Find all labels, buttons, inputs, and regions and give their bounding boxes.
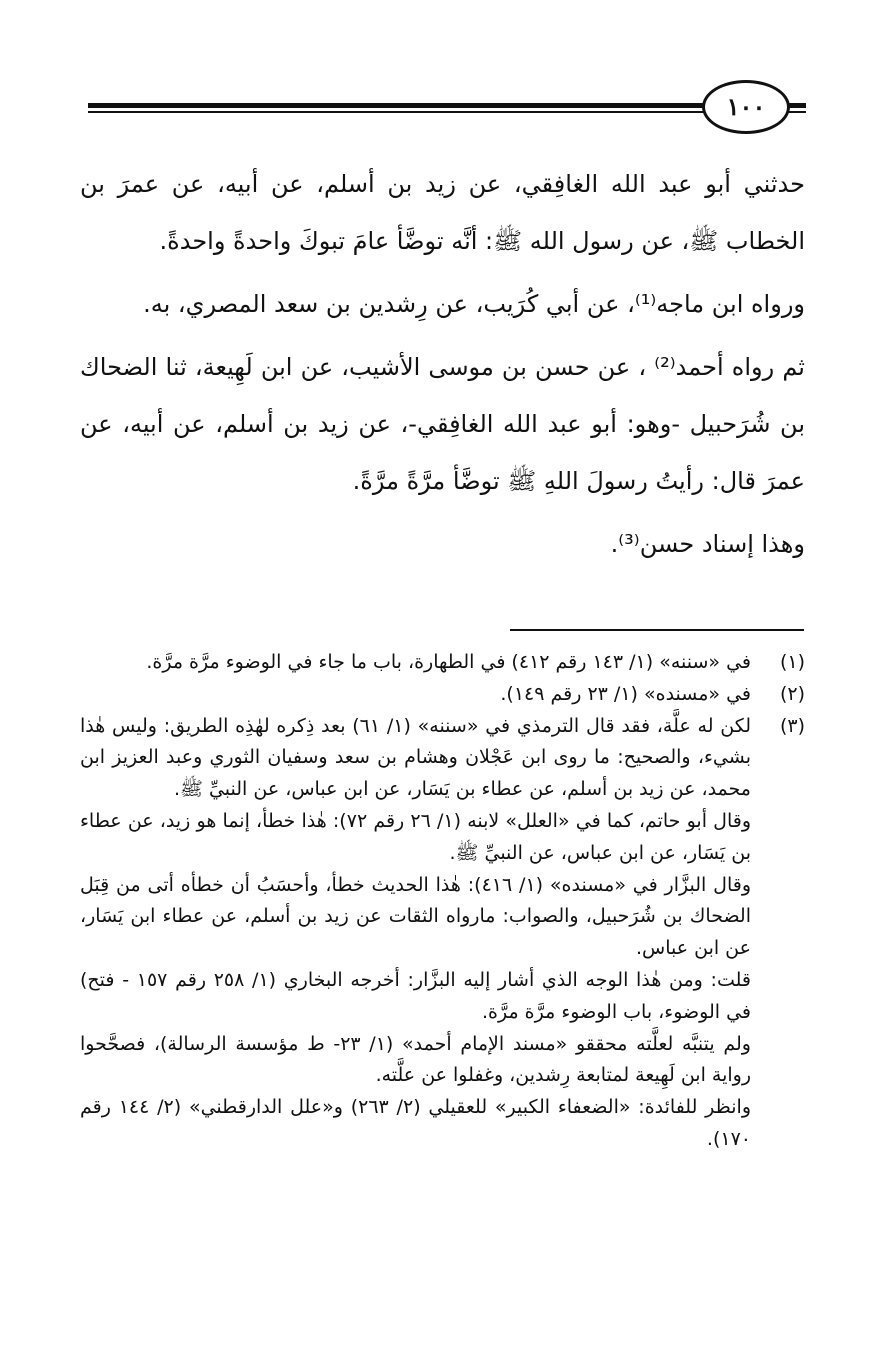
header-rule	[88, 103, 806, 108]
footnote-text: وانظر للفائدة: «الضعفاء الكبير» للعقيلي (٢/ ٢٦٣) و«علل الدارقطني» (٢/ ١٤٤ رقم ١٧٠).	[80, 1096, 751, 1150]
footnote-divider	[510, 629, 804, 631]
footnote-text: في «مسنده» (١/ ٢٣ رقم ١٤٩).	[500, 682, 751, 705]
footnote-number: (١)	[779, 651, 805, 673]
footnote-text: ولم يتنبَّه لعلَّته محققو «مسند الإمام أحمد» (١/ ٢٣- ط مؤسسة الرسالة)، فصحَّحوا رواية ابن لَهِيعة لمتابعة رِشدين، وغفلوا عن علَّته.	[80, 1032, 751, 1087]
page-number-frame	[702, 80, 790, 134]
footnote-body	[80, 679, 751, 711]
main-text	[80, 156, 805, 579]
footnote-body	[80, 647, 751, 679]
footnote-text: قلت: ومن هٰذا الوجه الذي أشار إليه البزَّار: أخرجه البخاري (١/ ٢٥٨ رقم ١٥٧ - فتح) في الوضوء، باب الوضوء مرَّة مرَّة.	[80, 968, 751, 1023]
footnote-text: وقال البزَّار في «مسنده» (١/ ٤١٦): هٰذا الحديث خطأ، وأحسَبُ أن خطأه أتى من قِبَل الضحاك بن شُرَحبيل، والصواب: مارواه الثقات عن زيد بن أسلم، عن عطاء ابن يَسَار، عن ابن عباس.	[80, 873, 751, 960]
main-paragraph: وهذا إسناد حسن⁽³⁾.	[610, 530, 805, 558]
footnote-number: (٣)	[779, 714, 805, 737]
page-number: ١٠٠	[726, 92, 766, 121]
footnotes	[80, 647, 805, 1156]
footnote-body	[80, 711, 751, 1156]
footnote-number: (٢)	[779, 682, 805, 705]
footnote-text: لكن له علَّة، فقد قال الترمذي في «سننه» (١/ ٦١) بعد ذِكره لهٰذِه الطريق: وليس هٰذا بشيء، والصحيح: ما روى ابن عَجْلان وهشام بن سعد وسفيان الثوري وعبد العزيز ابن محمد، عن زيد بن أسلم، عن عطاء بن يَسَار، عن ابن عباس، عن النبيِّ ﷺ.	[80, 714, 751, 801]
header-rule-thin	[88, 111, 806, 113]
footnote	[80, 711, 805, 1156]
main-paragraph: حدثني أبو عبد الله الغافِقي، عن زيد بن أسلم، عن أبيه، عن عمرَ بن الخطاب ﷺ، عن رسول الله ﷺ: أنَّه توضَّأ عامَ تبوكَ واحدةً واحدةً.	[80, 170, 805, 255]
footnote	[80, 647, 805, 679]
footnote-text: في «سننه» (١/ ١٤٣ رقم ٤١٢) في الطهارة، باب ما جاء في الوضوء مرَّة مرَّة.	[146, 651, 751, 673]
footnote-text: وقال أبو حاتم، كما في «العلل» لابنه (١/ ٢٦ رقم ٧٢): هٰذا خطأ، إنما هو زيد، عن عطاء بن يَسَار، عن ابن عباس، عن النبيِّ ﷺ.	[80, 809, 752, 864]
main-paragraph: ثم رواه أحمد⁽²⁾ ، عن حسن بن موسى الأشيب، عن ابن لَهِيعة، ثنا الضحاك بن شُرَحبيل -وهو: أبو عبد الله الغافِقي-، عن زيد بن أسلم، عن أبيه، عن عمرَ قال: رأيتُ رسولَ اللهِ ﷺ توضَّأ مرَّةً مرَّةً.	[80, 353, 805, 495]
footnote	[80, 679, 805, 711]
main-paragraph: ورواه ابن ماجه⁽¹⁾، عن أبي كُرَيب، عن رِشدين بن سعد المصري، به.	[143, 290, 805, 318]
